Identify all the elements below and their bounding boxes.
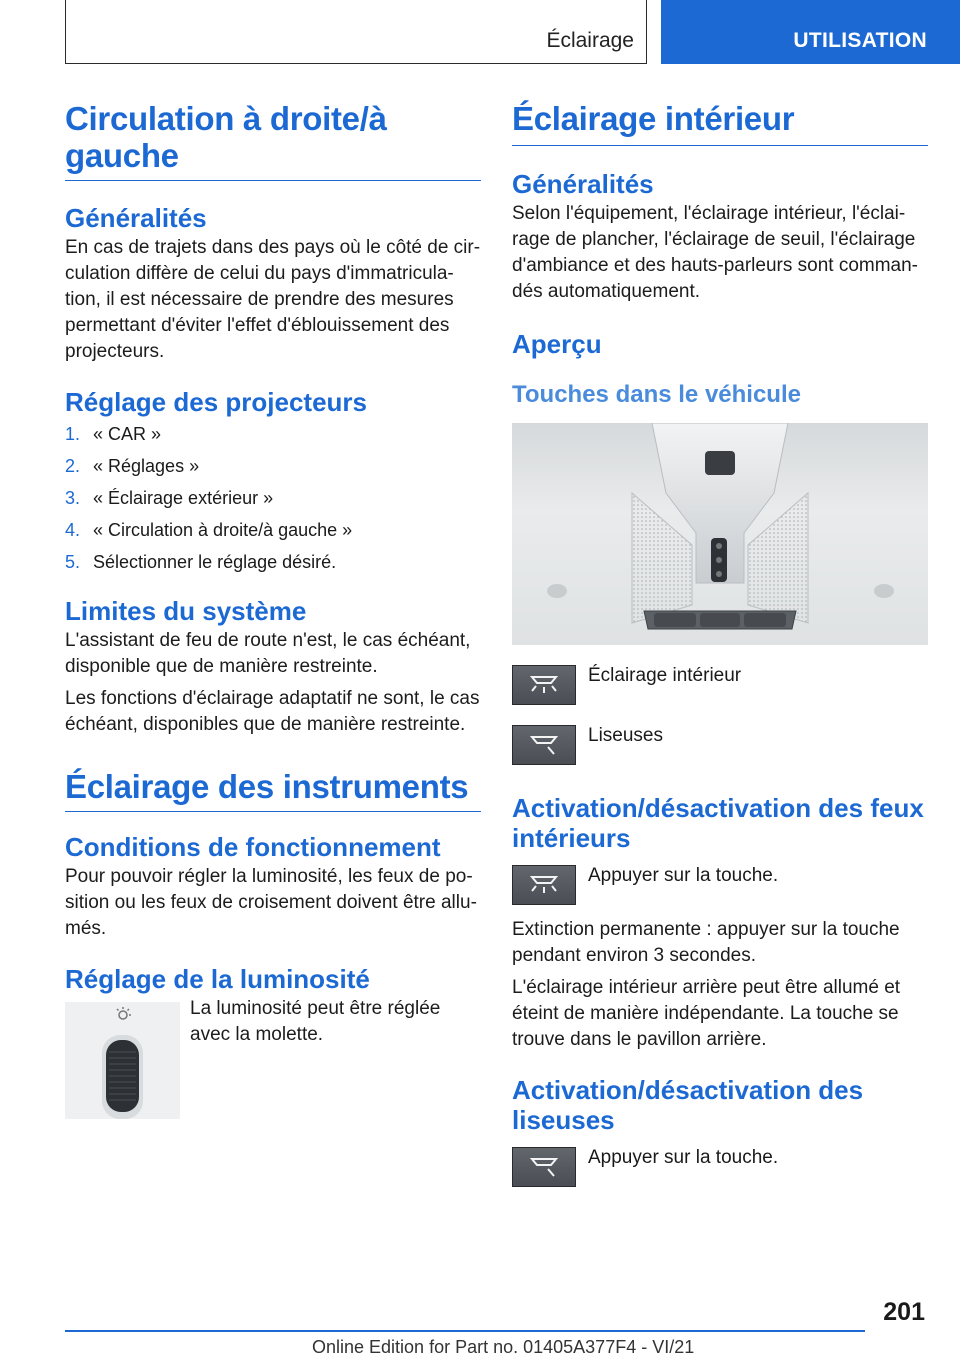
text-generalites-left: En cas de trajets dans des pays où le côté de circulation diffère de celui du pays d'immatriculation, il est nécessaire de prendre des mesures permettant d'éviter l'effet d'éblouissement des projecteurs. [65, 237, 481, 362]
heading-interieur: Éclairage intérieur [512, 100, 928, 146]
header-chapter-tab [661, 0, 960, 64]
interior-light-button-icon [512, 865, 576, 905]
footer-edition: Online Edition for Part no. 01405A377F4 - VI/21 [312, 1337, 695, 1357]
heading-touches: Touches dans le véhicule [512, 381, 801, 408]
heading-activation-liseuses: Activation/désactivation des liseuses [512, 1075, 864, 1135]
list-item: 3. « Éclairage extérieur » [65, 488, 274, 508]
reading-light-button-icon [512, 725, 576, 765]
heading-conditions: Conditions de fonctionnement [65, 832, 441, 862]
heading-activation-feux: Activation/désactivation des feux intérieurs [512, 793, 924, 853]
heading-generalites-left: Généralités [65, 203, 207, 233]
header-section-title: Éclairage [546, 29, 634, 52]
roof-console-photo [512, 423, 928, 645]
heading-apercu: Aperçu [512, 329, 602, 359]
header-chapter-title: UTILISATION [793, 29, 927, 52]
text-activation-feux: Appuyer sur la touche. [588, 865, 779, 886]
steps-list [65, 418, 481, 578]
list-item: 5. Sélectionner le réglage désiré. [65, 552, 337, 572]
heading-limites: Limites du système [65, 596, 307, 626]
interior-light-button-icon [512, 665, 576, 705]
text-extinction: Extinction permanente : appuyer sur la touche pendant environ 3 secondes. [512, 919, 900, 966]
luminosite-row [65, 998, 481, 1119]
text-limites-2: Les fonctions d'éclairage adaptatif ne sont, le cas échéant, disponibles que de manière restreinte. [65, 688, 480, 735]
text-activation-liseuses: Appuyer sur la touche. [588, 1147, 779, 1168]
activation-liseuses-row [512, 1147, 928, 1187]
text-generalites-right: Selon l'équipement, l'éclairage intérieur, l'éclairage de plancher, l'éclairage de seuil, l'éclairage d'ambiance et des hauts-parleurs sont commandés automatiquement. [512, 203, 918, 302]
heading-generalites-right: Généralités [512, 169, 654, 199]
activation-feux-row [512, 865, 928, 905]
heading-instruments: Éclairage des instruments [65, 768, 481, 812]
list-item: 2. « Réglages » [65, 456, 200, 476]
reading-light-label: Liseuses [588, 725, 663, 746]
text-arriere: L'éclairage intérieur arrière peut être allumé et éteint de manière indépendante. La touche se trouve dans le pavillon arrière. [512, 977, 901, 1050]
heading-reglage-projecteurs: Réglage des projecteurs [65, 387, 367, 417]
list-item: 4. « Circulation à droite/à gauche » [65, 520, 353, 540]
heading-circulation: Circulation à droite/à gauche [65, 100, 481, 181]
interior-light-legend [512, 665, 928, 705]
list-item: 1. « CAR » [65, 424, 162, 444]
brightness-wheel-image [65, 1002, 180, 1119]
page-number: 201 [883, 1298, 925, 1326]
interior-light-label: Éclairage intérieur [588, 665, 742, 686]
text-luminosite: La luminosité peut être réglée avec la molette. [190, 998, 441, 1045]
left-column [65, 100, 481, 1119]
header-section-box [65, 0, 647, 64]
reading-light-legend [512, 725, 928, 765]
footer-divider [65, 1330, 865, 1332]
heading-luminosite: Réglage de la luminosité [65, 964, 370, 994]
right-column [512, 100, 928, 1187]
text-limites-1: L'assistant de feu de route n'est, le cas échéant, disponible que de manière restreinte. [65, 630, 471, 677]
reading-light-button-icon [512, 1147, 576, 1187]
text-conditions: Pour pouvoir régler la luminosité, les feux de position ou les feux de croisement doivent être allumés. [65, 866, 477, 939]
